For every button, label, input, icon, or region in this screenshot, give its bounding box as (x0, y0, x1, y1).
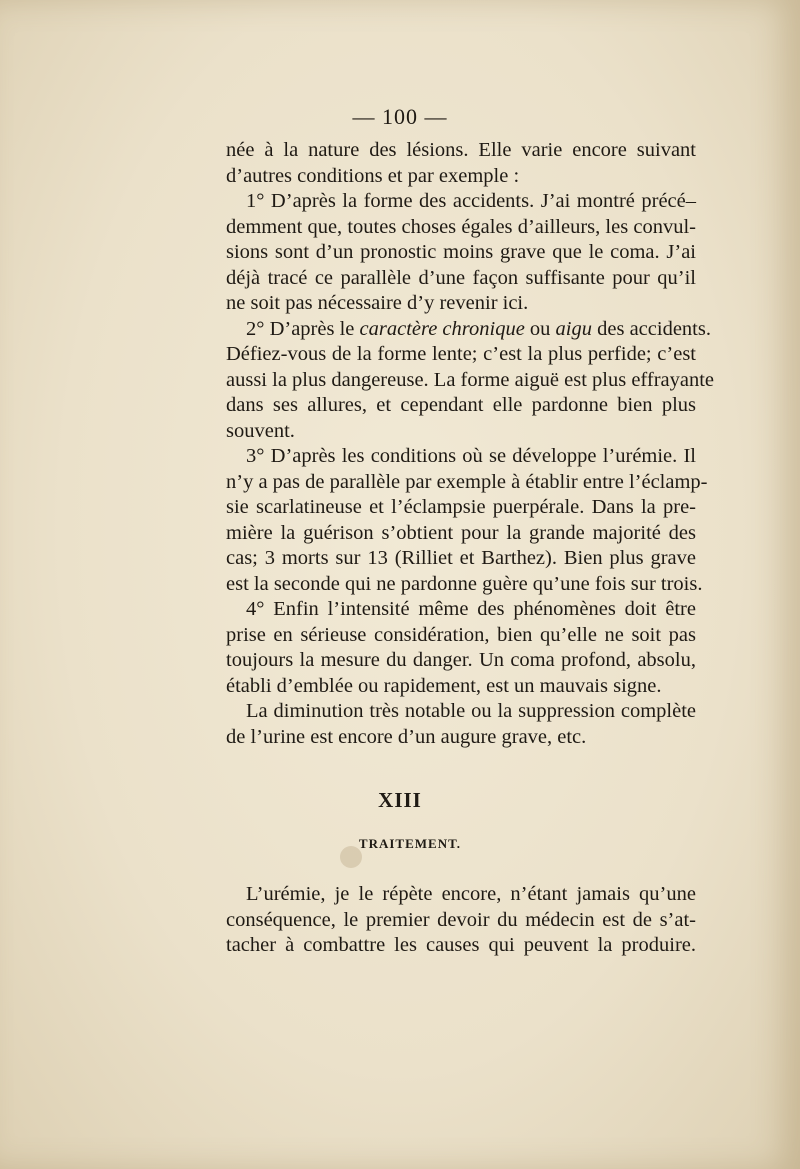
text-line: mière la guérison s’obtient pour la grande majorité des (226, 521, 696, 544)
text-line: demment que, toutes choses égales d’ailleurs, les convul- (226, 215, 696, 238)
text-line: d’autres conditions et par exemple : (226, 164, 520, 187)
text-line: La diminution très notable ou la suppression complète (246, 700, 696, 722)
text-line: tacher à combattre les causes qui peuvent la produire. (226, 934, 696, 956)
text-line: dans ses allures, et cependant elle pardonne bien plus (226, 394, 696, 416)
italic-text: aigu (555, 317, 592, 340)
text-line: souvent. (226, 419, 295, 442)
text-line: est la seconde qui ne pardonne guère qu’une fois sur trois. (226, 572, 703, 595)
text-line: sions sont d’un pronostic moins grave que le coma. J’ai (226, 241, 696, 263)
text-line: Défiez-vous de la forme lente; c’est la plus perfide; c’est (226, 343, 696, 365)
text-line: établi d’emblée ou rapidement, est un mauvais signe. (226, 674, 662, 697)
section-title: TRAITEMENT. (358, 836, 462, 851)
text-line: 4° Enfin l’intensité même des phénomènes doit être (246, 598, 696, 620)
text-line: toujours la mesure du danger. Un coma profond, absolu, (226, 649, 696, 671)
text-line: ne soit pas nécessaire d’y revenir ici. (226, 292, 529, 314)
text-line: cas; 3 morts sur 13 (Rilliet et Barthez). Bien plus grave (226, 547, 696, 569)
body-text (226, 138, 715, 750)
paper-stain (340, 846, 362, 868)
text-line: conséquence, le premier devoir du médecin est de s’at- (226, 908, 696, 931)
text-line: de l’urine est encore d’un augure grave, etc. (226, 725, 587, 748)
body-text-2 (226, 882, 696, 959)
text-line: n’y a pas de parallèle par exemple à établir entre l’éclamp- (226, 470, 708, 493)
text-line: née à la nature des lésions. Elle varie encore suivant (226, 139, 696, 161)
text-line: prise en sérieuse considération, bien qu’elle ne soit pas (226, 623, 696, 646)
section-number: XIII (378, 788, 422, 812)
italic-text: caractère chronique (359, 317, 525, 340)
text-line: aussi la plus dangereuse. La forme aiguë est plus effrayante (226, 368, 715, 391)
text-line: 3° D’après les conditions où se développe l’urémie. Il (246, 445, 696, 467)
page-number: — 100 — (352, 104, 448, 129)
text-line: 1° D’après la forme des accidents. J’ai montré précé– (246, 190, 696, 212)
text-line-italic: 2° D’après le caractère chronique ou aigu des accidents. (246, 317, 711, 340)
text-line: déjà tracé ce parallèle d’une façon suffisante pour qu’il (226, 266, 696, 289)
text-line: L’urémie, je le répète encore, n’étant jamais qu’une (246, 883, 696, 905)
text-line: sie scarlatineuse et l’éclampsie puerpérale. Dans la pre- (226, 496, 696, 518)
